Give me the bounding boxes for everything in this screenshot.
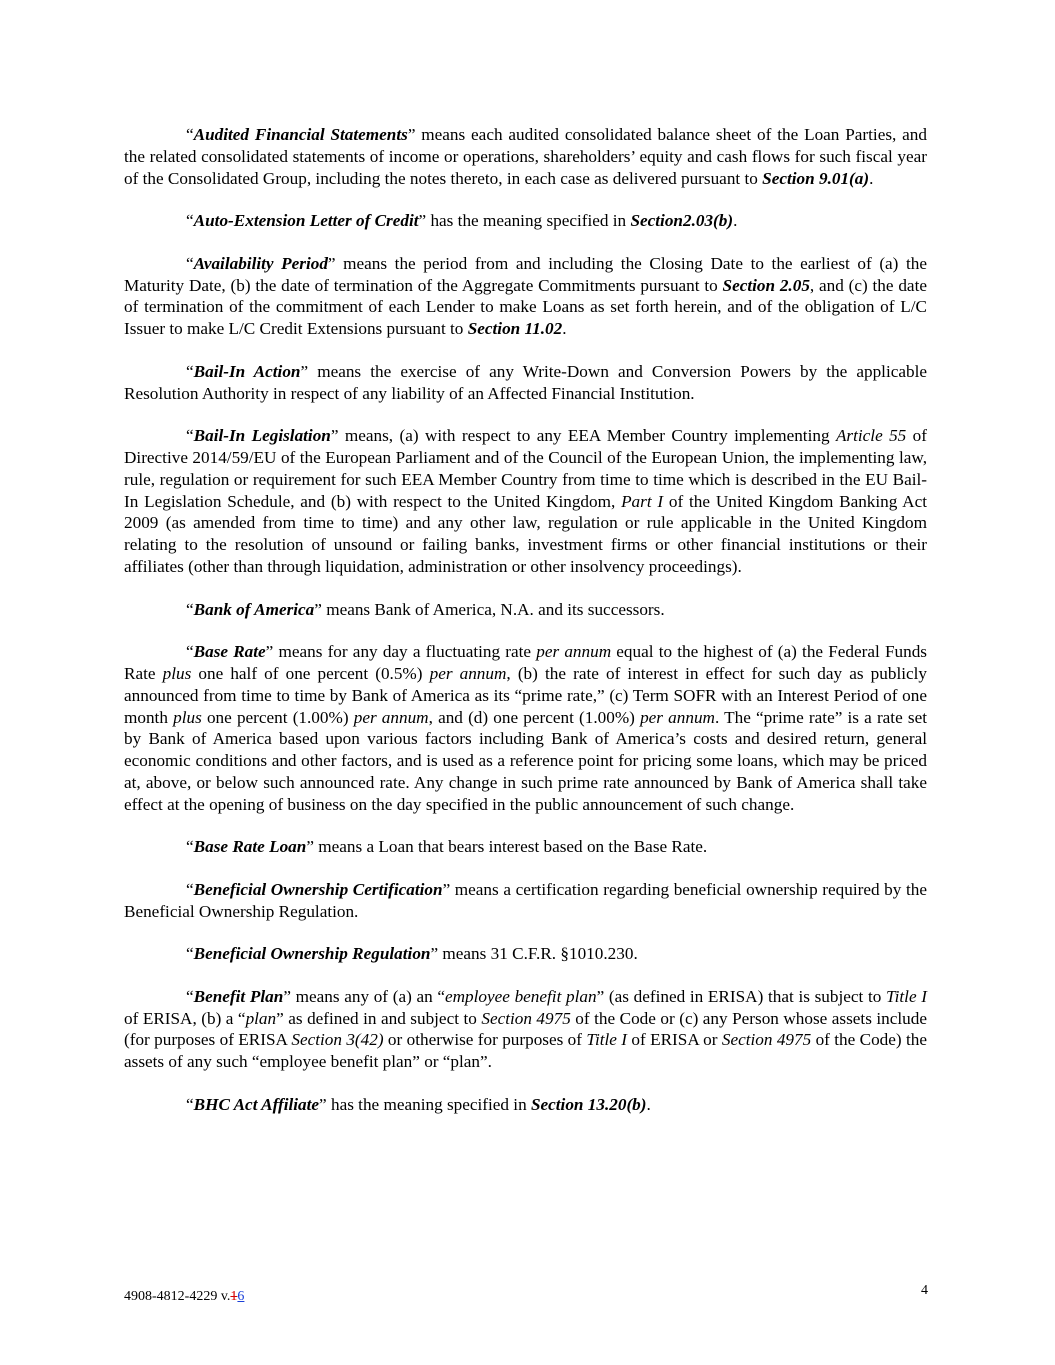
text-run: , and (d) one percent (1.00%) (428, 707, 641, 727)
text-run: “ (186, 361, 194, 381)
text-run: . (869, 168, 874, 188)
text-run: , and (c) the date of termination of the commitment of each Lender to make Loans as set forth herein, and of the obligation of L/C Issuer to make L/C Credit Extensions pursuant to (124, 275, 927, 339)
text-run: ” means the period from and including the Closing Date to the earliest of (a) the Maturity Date, (b) the date of termination of the Aggregate Commitments pursuant to (124, 253, 928, 295)
italic-text: per annum (429, 663, 507, 683)
text-run: “ (186, 879, 194, 899)
text-run: “ (186, 426, 194, 446)
text-run: “ (186, 986, 194, 1006)
text-run: ” as defined in and subject to (276, 1008, 482, 1028)
definitions-section (124, 124, 927, 1136)
text-run: of ERISA, (b) a “ (124, 1008, 246, 1028)
definition-paragraph (124, 836, 927, 858)
definition-paragraph (124, 1094, 927, 1116)
bold-italic-term: Benefit Plan (193, 986, 284, 1006)
text-run: “ (186, 944, 194, 964)
italic-text: plan (245, 1008, 277, 1028)
page-number: 4 (921, 1283, 928, 1298)
text-run: one half of one percent (0.5%) (191, 663, 430, 683)
definition-paragraph (124, 210, 927, 232)
italic-text: Section 3(42) (291, 1030, 384, 1050)
definition-paragraph (124, 124, 927, 189)
bold-italic-term: Beneficial Ownership Certification (193, 879, 443, 899)
text-run: ” has the meaning specified in (319, 1094, 531, 1114)
definition-paragraph (124, 425, 927, 578)
text-run: , (b) the rate of interest in effect for such day as publicly announced from time to time by Bank of America as its “prime rate,” (c) Term SOFR with an Interest Period of one month (124, 663, 927, 727)
italic-text: Section 4975 (481, 1008, 571, 1028)
bold-italic-term: BHC Act Affiliate (193, 1094, 320, 1114)
text-run: . (646, 1094, 651, 1114)
text-run: “ (186, 1094, 194, 1114)
text-run: “ (186, 837, 194, 857)
text-run: ” means, (a) with respect to any EEA Member Country implementing (330, 426, 836, 446)
definition-paragraph (124, 361, 927, 405)
text-run: or otherwise for purposes of (383, 1030, 587, 1050)
italic-text: Title I (586, 1030, 628, 1050)
bold-italic-term: Availability Period (193, 253, 328, 273)
definition-paragraph (124, 641, 927, 815)
text-run: ” means a certification regarding beneficial ownership required by the Beneficial Ownership Regulation. (124, 879, 927, 921)
bold-italic-term: Auto-Extension Letter of Credit (193, 211, 419, 231)
italic-text: Part I (621, 491, 664, 511)
bold-italic-term: Section 2.05 (722, 275, 810, 295)
italic-text: plus (162, 663, 192, 683)
italic-text: employee benefit plan (445, 986, 597, 1006)
bold-italic-term: Bail-In Legislation (193, 426, 331, 446)
text-run: of the United Kingdom Banking Act 2009 (as amended from time to time) and any other law, regulation or rule applicable in the United Kingdom relating to the resolution of unsound or failing banks, investment firms or other financial institutions or their affiliates (other than through liquidation, administration or other insolvency proceedings). (124, 491, 927, 576)
text-run: . (562, 319, 567, 339)
bold-italic-term: Section 11.02 (467, 319, 563, 339)
bold-italic-term: Audited Financial Statements (193, 125, 408, 144)
definition-paragraph (124, 943, 927, 965)
text-run: ” means the exercise of any Write-Down and Conversion Powers by the applicable Resolution Authority in respect of any liability of an Affected Financial Institution. (124, 361, 927, 403)
text-run: one percent (1.00%) (201, 707, 354, 727)
italic-text: plus (173, 707, 202, 727)
text-run: of the Code or (c) any Person whose assets include (for purposes of ERISA (124, 1008, 927, 1050)
text-run: “ (186, 211, 194, 231)
text-run: ” has the meaning specified in (418, 211, 631, 231)
text-run: ” means 31 C.F.R. §1010.230. (430, 944, 638, 964)
bold-italic-term: Beneficial Ownership Regulation (193, 944, 431, 964)
bold-italic-term: Bank of America (193, 599, 315, 619)
italic-text: per annum (536, 642, 612, 662)
italic-text: Title I (886, 986, 927, 1006)
text-run: of ERISA or (627, 1030, 722, 1050)
text-run: ” means a Loan that bears interest based on the Base Rate. (306, 837, 708, 857)
text-run: “ (186, 253, 194, 273)
text-run: . (733, 211, 738, 231)
text-run: . The “prime rate” is a rate set by Bank of America based upon various factors including Bank of America’s costs and desired return, general economic conditions and other factors, and is used as a reference point for pricing some loans, which may be priced at, above, or below such announced rate. Any change in such prime rate announced by Bank of America shall take effect at the opening of business on the day specified in the public announcement of such change. (124, 707, 927, 814)
definition-paragraph (124, 986, 927, 1073)
text-run: ” means any of (a) an “ (283, 986, 446, 1006)
text-run: ” means Bank of America, N.A. and its successors. (314, 599, 665, 619)
italic-text: per annum (353, 707, 429, 727)
bold-italic-term: Bail-In Action (193, 361, 301, 381)
bold-italic-term: Section 13.20(b) (530, 1094, 647, 1114)
definition-paragraph (124, 253, 927, 340)
text-run: “ (186, 599, 194, 619)
italic-text: Section 4975 (721, 1030, 812, 1050)
bold-italic-term: Base Rate (193, 642, 266, 662)
text-run: ” means each audited consolidated balance sheet of the Loan Parties, and the related consolidated statements of income or operations, shareholders’ equity and cash flows for such fiscal year of the Consolidated Group, including the notes thereto, in each case as delivered pursuant to (124, 125, 927, 188)
bold-italic-term: Section 9.01(a) (762, 168, 870, 188)
version-inserted-revision: 6 (237, 1289, 245, 1304)
document-id-footer (124, 1289, 244, 1305)
definition-paragraph (124, 879, 927, 923)
text-run: ” means for any day a fluctuating rate (265, 642, 537, 662)
text-run: “ (186, 642, 194, 662)
text-run: of the Code) the assets of any such “employee benefit plan” or “plan”. (124, 1030, 927, 1072)
version-deleted-revision: 1 (230, 1289, 238, 1304)
italic-text: Article 55 (835, 426, 907, 446)
text-run: of Directive 2014/59/EU of the European Parliament and of the Council of the European Union, the implementing law, rule, regulation or requirement for such EEA Member Country from time to time which is described in the EU Bail-In Legislation Schedule, and (b) with respect to the United Kingdom, (124, 426, 927, 511)
italic-text: per annum (640, 707, 715, 727)
document-id: 4908-4812-4229 v. (124, 1289, 231, 1304)
bold-italic-term: Base Rate Loan (193, 837, 307, 857)
text-run: “ (186, 125, 194, 144)
bold-italic-term: Section2.03(b) (630, 211, 734, 231)
text-run: ” (as defined in ERISA) that is subject to (596, 986, 887, 1006)
text-run: equal to the highest of (a) the Federal Funds Rate (124, 642, 927, 683)
definition-paragraph (124, 599, 927, 621)
